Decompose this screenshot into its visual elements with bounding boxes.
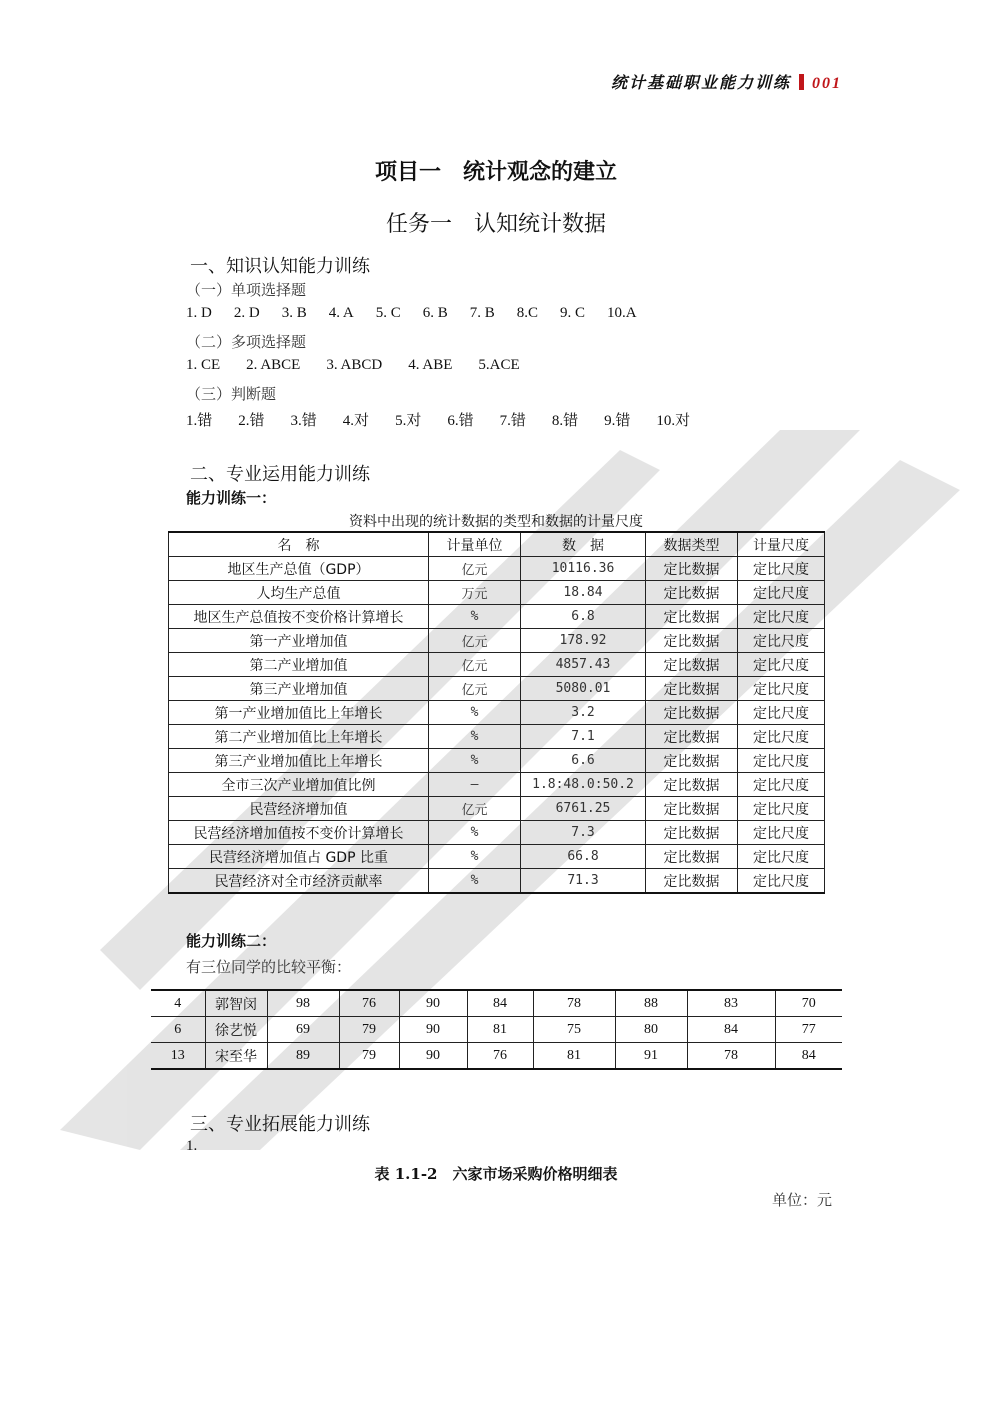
score-cell: 90 <box>399 1043 467 1070</box>
table-cell: 第二产业增加值比上年增长 <box>169 725 429 749</box>
score-cell: 79 <box>339 1017 399 1043</box>
project-title: 项目一 统计观念的建立 <box>374 160 617 185</box>
score-cell: 70 <box>775 990 842 1017</box>
answer-item: 6.错 <box>447 413 474 429</box>
table-cell: 4857.43 <box>521 653 646 677</box>
score-cell: 76 <box>339 990 399 1017</box>
student-name-cell: 宋至华 <box>205 1043 267 1070</box>
answer-item: 6. B <box>422 305 448 321</box>
table-cell: 定比数据 <box>646 605 738 629</box>
answer-item: 7. B <box>469 305 495 321</box>
table-cell: 全市三次产业增加值比例 <box>169 773 429 797</box>
table-cell: 亿元 <box>429 557 521 581</box>
table-cell: 地区生产总值按不变价格计算增长 <box>169 605 429 629</box>
table-row <box>151 1043 842 1070</box>
single-choice-answers <box>186 305 659 322</box>
multi-choice-heading: （二）多项选择题 <box>186 333 307 351</box>
item-number: 1. <box>186 1138 198 1154</box>
score-cell: 83 <box>687 990 775 1017</box>
table-row <box>151 1017 842 1043</box>
table-cell: 第三产业增加值比上年增长 <box>169 749 429 773</box>
answer-item: 9.错 <box>604 413 631 429</box>
table-cell: 6.6 <box>521 749 646 773</box>
page-number: 001 <box>812 75 842 92</box>
table-cell: 5080.01 <box>521 677 646 701</box>
answer-item: 7.错 <box>499 413 526 429</box>
table-cell: 定比数据 <box>646 749 738 773</box>
score-cell: 78 <box>687 1043 775 1070</box>
table-cell: % <box>429 749 521 773</box>
score-cell: 13 <box>151 1043 205 1070</box>
table-cell: 定比尺度 <box>738 701 825 725</box>
table-cell: 定比尺度 <box>738 821 825 845</box>
score-cell: 90 <box>399 1017 467 1043</box>
answer-item: 1.错 <box>186 413 213 429</box>
table-cell: 定比数据 <box>646 821 738 845</box>
score-cell: 84 <box>467 990 533 1017</box>
running-title: 统计基础职业能力训练 <box>610 73 791 92</box>
answer-item: 1. CE <box>186 357 221 373</box>
table-cell: 民营经济对全市经济贡献率 <box>169 869 429 894</box>
answer-item: 1. D <box>186 305 212 321</box>
answer-item: 10.A <box>607 305 637 321</box>
table-cell: 定比数据 <box>646 557 738 581</box>
training1-label: 能力训练一： <box>186 489 277 507</box>
section1-heading: 一、知识认知能力训练 <box>190 256 370 277</box>
table-cell: 定比尺度 <box>738 869 825 894</box>
table-cell: 亿元 <box>429 797 521 821</box>
table-cell: % <box>429 821 521 845</box>
table2-caption: 表 1.1-2 六家市场采购价格明细表 <box>374 1165 618 1183</box>
table-cell: 3.2 <box>521 701 646 725</box>
answer-item: 2. D <box>233 305 260 321</box>
table-cell: 定比尺度 <box>738 725 825 749</box>
answer-item: 4. ABE <box>408 357 453 373</box>
unit-label: 单位：元 <box>772 1191 833 1209</box>
answer-item: 3. ABCD <box>326 357 383 373</box>
answer-item: 10.对 <box>656 413 691 429</box>
score-cell: 84 <box>775 1043 842 1070</box>
table-cell: 亿元 <box>429 629 521 653</box>
table-cell: 6761.25 <box>521 797 646 821</box>
table-cell: 第一产业增加值 <box>169 629 429 653</box>
section3-heading: 三、专业拓展能力训练 <box>190 1114 370 1135</box>
table-cell: 第三产业增加值 <box>169 677 429 701</box>
column-header-data-type: 数据类型 <box>646 532 738 557</box>
score-cell: 77 <box>775 1017 842 1043</box>
answer-item: 8.C <box>516 305 539 321</box>
table-row <box>169 869 825 894</box>
score-cell: 79 <box>339 1043 399 1070</box>
answer-item: 8.错 <box>551 413 579 429</box>
table-cell: 定比尺度 <box>738 653 825 677</box>
answer-item: 2. ABCE <box>246 357 301 373</box>
table-cell: 10116.36 <box>521 557 646 581</box>
judgment-heading: （三）判断题 <box>186 385 277 403</box>
training2-label: 能力训练二： <box>186 932 277 950</box>
table-cell: 定比数据 <box>646 773 738 797</box>
answer-item: 4.对 <box>342 413 370 429</box>
answer-item: 5. C <box>375 305 401 321</box>
table-cell: 定比尺度 <box>738 773 825 797</box>
table-cell: 定比尺度 <box>738 845 825 869</box>
table-cell: % <box>429 869 521 894</box>
table-cell: 定比尺度 <box>738 557 825 581</box>
single-choice-heading: （一）单项选择题 <box>186 281 307 299</box>
table-cell: % <box>429 845 521 869</box>
table-cell: 定比数据 <box>646 869 738 894</box>
table-row <box>169 701 825 725</box>
table-cell: 定比尺度 <box>738 605 825 629</box>
table-row <box>169 845 825 869</box>
table-header-row <box>169 532 825 557</box>
table-cell: 定比尺度 <box>738 677 825 701</box>
table-row <box>169 725 825 749</box>
table-row <box>169 821 825 845</box>
column-header-data: 数 据 <box>521 532 646 557</box>
task-title: 任务一 认知统计数据 <box>385 212 606 237</box>
table-cell: % <box>429 701 521 725</box>
table-cell: 7.1 <box>521 725 646 749</box>
table-cell: 1.8:48.0:50.2 <box>521 773 646 797</box>
column-header-unit: 计量单位 <box>429 532 521 557</box>
answer-item: 9. C <box>560 305 586 321</box>
table-cell: 71.3 <box>521 869 646 894</box>
table-row <box>169 605 825 629</box>
score-cell: 81 <box>533 1043 615 1070</box>
table-row <box>169 797 825 821</box>
table-cell: 定比数据 <box>646 845 738 869</box>
table-row <box>169 749 825 773</box>
score-cell: 81 <box>467 1017 533 1043</box>
score-cell: 88 <box>615 990 687 1017</box>
table-cell: 定比数据 <box>646 701 738 725</box>
table-row <box>151 990 842 1017</box>
column-header-name: 名 称 <box>169 532 429 557</box>
student-scores-table <box>151 989 842 1070</box>
table-cell: 定比尺度 <box>738 629 825 653</box>
red-bar-icon <box>799 74 804 90</box>
table-cell: 定比数据 <box>646 725 738 749</box>
table-cell: 定比尺度 <box>738 797 825 821</box>
table-cell: 第一产业增加值比上年增长 <box>169 701 429 725</box>
table-cell: 亿元 <box>429 653 521 677</box>
score-cell: 4 <box>151 990 205 1017</box>
answer-item: 4. A <box>328 305 354 321</box>
table-cell: 定比数据 <box>646 581 738 605</box>
table-cell: 定比尺度 <box>738 581 825 605</box>
score-cell: 91 <box>615 1043 687 1070</box>
answer-item: 5.ACE <box>478 357 520 373</box>
table-cell: 民营经济增加值按不变价计算增长 <box>169 821 429 845</box>
table-row <box>169 629 825 653</box>
table-cell: 定比尺度 <box>738 749 825 773</box>
judgment-answers <box>186 409 716 430</box>
table-cell: 定比数据 <box>646 653 738 677</box>
answer-item: 3.错 <box>290 413 317 429</box>
score-cell: 78 <box>533 990 615 1017</box>
table-cell: 地区生产总值（GDP） <box>169 557 429 581</box>
table-cell: % <box>429 605 521 629</box>
table-cell: 定比数据 <box>646 629 738 653</box>
score-cell: 90 <box>399 990 467 1017</box>
table-row <box>169 773 825 797</box>
table-cell: 6.8 <box>521 605 646 629</box>
table-cell: 定比数据 <box>646 677 738 701</box>
running-head <box>442 70 842 93</box>
table-cell: 亿元 <box>429 677 521 701</box>
score-cell: 80 <box>615 1017 687 1043</box>
score-cell: 6 <box>151 1017 205 1043</box>
table-cell: 民营经济增加值占 GDP 比重 <box>169 845 429 869</box>
table-row <box>169 653 825 677</box>
student-name-cell: 徐艺悦 <box>205 1017 267 1043</box>
section2-heading: 二、专业运用能力训练 <box>190 464 370 485</box>
score-cell: 89 <box>267 1043 339 1070</box>
column-header-scale: 计量尺度 <box>738 532 825 557</box>
table-cell: — <box>429 773 521 797</box>
table-cell: 民营经济增加值 <box>169 797 429 821</box>
table1-caption: 资料中出现的统计数据的类型和数据的计量尺度 <box>349 514 643 530</box>
table-row <box>169 677 825 701</box>
table-cell: 7.3 <box>521 821 646 845</box>
answer-item: 3. B <box>281 305 307 321</box>
table-row <box>169 557 825 581</box>
table-cell: 人均生产总值 <box>169 581 429 605</box>
score-cell: 69 <box>267 1017 339 1043</box>
multi-choice-answers <box>186 357 546 374</box>
score-cell: 98 <box>267 990 339 1017</box>
answer-item: 2.错 <box>238 413 265 429</box>
table-cell: 18.84 <box>521 581 646 605</box>
table-cell: 178.92 <box>521 629 646 653</box>
table-cell: 定比数据 <box>646 797 738 821</box>
score-cell: 84 <box>687 1017 775 1043</box>
table-cell: 万元 <box>429 581 521 605</box>
answer-item: 5.对 <box>395 413 422 429</box>
table-cell: 第二产业增加值 <box>169 653 429 677</box>
score-cell: 76 <box>467 1043 533 1070</box>
student-name-cell: 郭智闵 <box>205 990 267 1017</box>
table-row <box>169 581 825 605</box>
score-cell: 75 <box>533 1017 615 1043</box>
training2-intro: 有三位同学的比较平衡： <box>186 958 352 976</box>
statistics-data-table <box>168 531 825 894</box>
table-cell: 66.8 <box>521 845 646 869</box>
table-cell: % <box>429 725 521 749</box>
